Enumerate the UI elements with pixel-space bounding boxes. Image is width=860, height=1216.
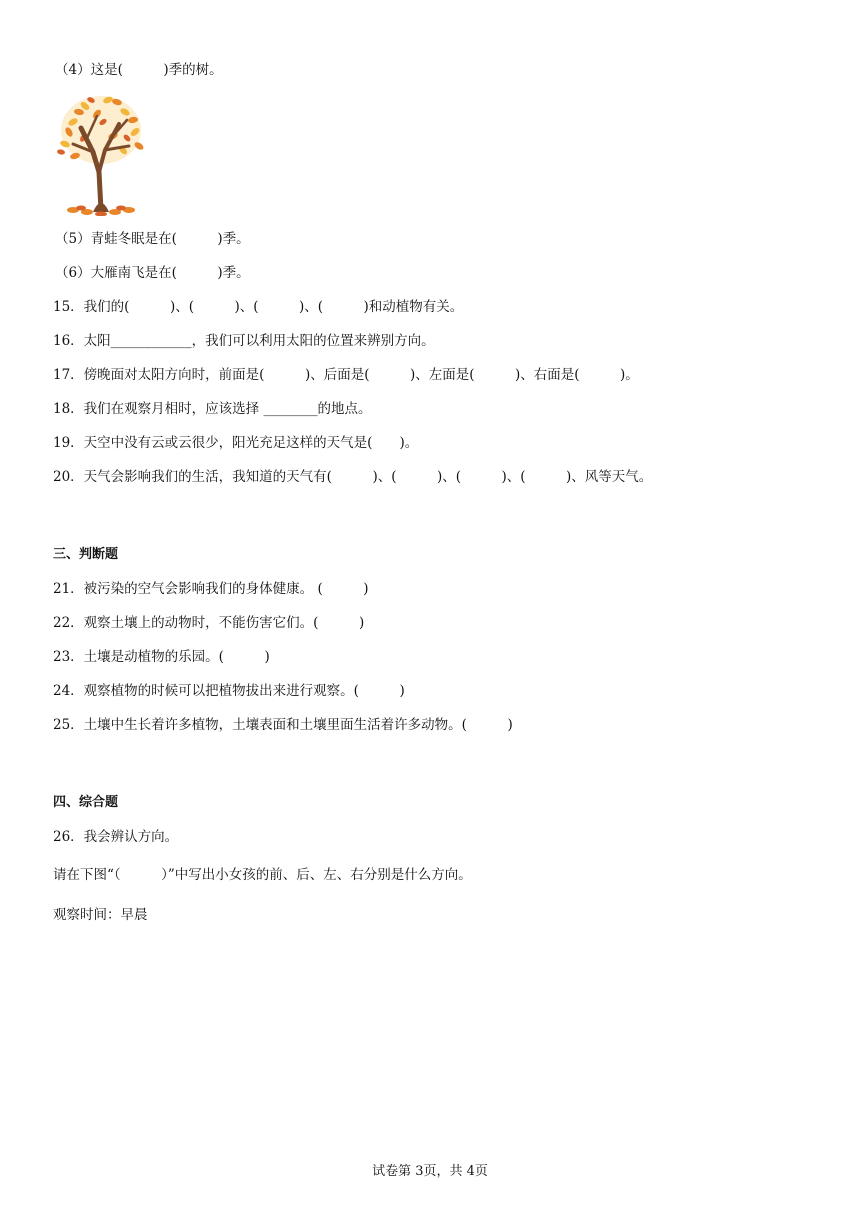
question-25: 25．土壤中生长着许多植物，土壤表面和土壤里面生活着许多动物。( ) [53, 717, 513, 733]
question-20: 20．天气会影响我们的生活，我知道的天气有( )、( )、( )、( )、风等天气。 [53, 469, 653, 485]
question-14-5: （5）青蛙冬眠是在( )季。 [55, 231, 250, 247]
page-footer: 试卷第 3页，共 4页 [372, 1164, 488, 1179]
question-23: 23．土壤是动植物的乐园。( ) [53, 649, 270, 665]
question-26-instruction: 请在下图“（ ）”中写出小女孩的前、后、左、右分别是什么方向。 [53, 867, 472, 883]
question-19: 19．天空中没有云或云很少，阳光充足这样的天气是( )。 [53, 435, 419, 451]
question-26: 26．我会辨认方向。 [53, 829, 179, 845]
question-17: 17．傍晚面对太阳方向时，前面是( )、后面是( )、左面是( )、右面是( )。 [53, 367, 639, 383]
question-15: 15．我们的( )、( )、( )、( )和动植物有关。 [53, 299, 464, 315]
section-4-title: 四、综合题 [53, 795, 119, 810]
question-24: 24．观察植物的时候可以把植物拔出来进行观察。( ) [53, 683, 405, 699]
observation-time: 观察时间：早晨 [53, 907, 148, 923]
question-14-4: （4）这是( )季的树。 [55, 62, 223, 78]
question-21: 21．被污染的空气会影响我们的身体健康。 ( ) [53, 581, 369, 597]
section-3-title: 三、判断题 [53, 547, 119, 562]
question-18: 18．我们在观察月相时，应该选择 ________的地点。 [53, 401, 372, 417]
question-22: 22．观察土壤上的动物时，不能伤害它们。( ) [53, 615, 365, 631]
question-16: 16．太阳____________，我们可以利用太阳的位置来辨别方向。 [53, 333, 435, 349]
question-14-6: （6）大雁南飞是在( )季。 [55, 265, 250, 281]
autumn-tree-image [53, 92, 149, 216]
